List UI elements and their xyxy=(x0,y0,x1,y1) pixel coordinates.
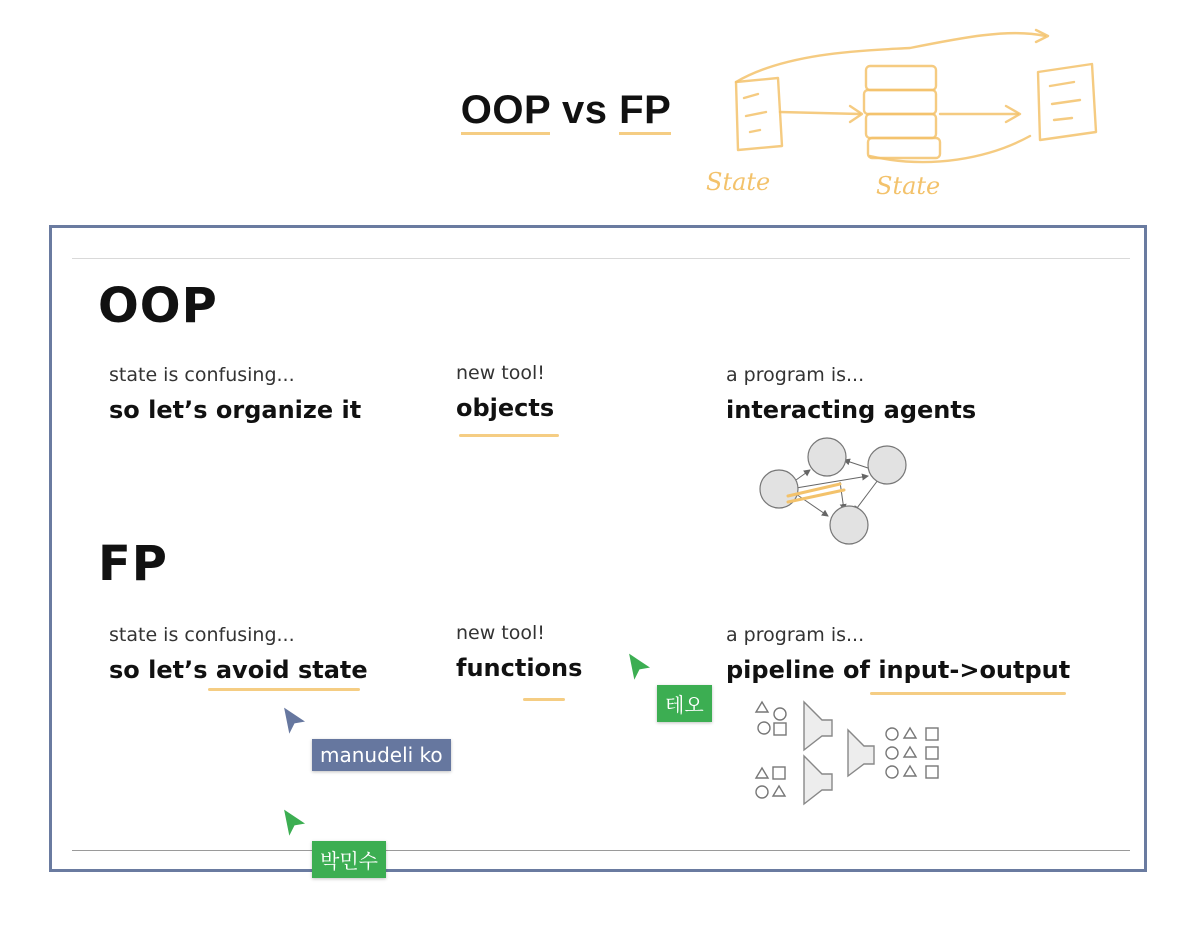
oop-col2-small: new tool! xyxy=(456,362,545,384)
agents-graph xyxy=(748,432,918,552)
fp-heading: FP xyxy=(98,536,168,592)
pipeline-diagram xyxy=(752,698,952,808)
fp-col2-big: functions xyxy=(456,654,583,682)
title-vs: vs xyxy=(562,88,608,132)
oop-col2-big: objects xyxy=(456,394,555,422)
objects-highlight xyxy=(459,434,559,437)
circle-icon xyxy=(886,766,898,778)
cursor-pointer-icon xyxy=(626,650,654,684)
fp-col1-big: so let’s avoid state xyxy=(109,656,368,684)
triangle-icon xyxy=(756,768,768,778)
avoid-state-highlight xyxy=(208,688,360,691)
triangle-icon xyxy=(904,766,916,776)
slide-top-rule xyxy=(72,258,1130,259)
funnel-icon xyxy=(804,756,832,804)
oop-col1-big: so let’s organize it xyxy=(109,396,362,424)
square-icon xyxy=(926,747,938,759)
cursor-pointer-icon xyxy=(281,806,309,840)
cursor-name-tag: 박민수 xyxy=(312,841,386,878)
agent-node xyxy=(808,438,846,476)
oop-col3-big: interacting agents xyxy=(726,396,977,424)
square-icon xyxy=(774,723,786,735)
square-icon xyxy=(773,767,785,779)
circle-icon xyxy=(886,728,898,740)
slide-panel xyxy=(49,225,1147,872)
input-output-highlight xyxy=(870,692,1066,695)
triangle-icon xyxy=(756,702,768,712)
circle-icon xyxy=(756,786,768,798)
fp-col1-small: state is confusing... xyxy=(109,624,295,646)
cursor-name-tag: 테오 xyxy=(657,685,712,722)
funnel-icon xyxy=(848,730,874,776)
oop-col1-small: state is confusing... xyxy=(109,364,295,386)
sketch-label-left: State xyxy=(706,168,771,196)
fp-col3-small: a program is... xyxy=(726,624,865,646)
circle-icon xyxy=(758,722,770,734)
cursor-pointer-icon xyxy=(281,704,309,738)
square-icon xyxy=(926,766,938,778)
cursor-name-tag: manudeli ko xyxy=(312,739,451,771)
handwritten-sketch xyxy=(700,20,1120,220)
sketch-label-right: State xyxy=(876,172,941,200)
agent-node xyxy=(830,506,868,544)
square-icon xyxy=(926,728,938,740)
circle-icon xyxy=(886,747,898,759)
fp-col2-small: new tool! xyxy=(456,622,545,644)
functions-highlight xyxy=(523,698,565,701)
triangle-icon xyxy=(904,747,916,757)
title-fp: FP xyxy=(619,88,671,135)
funnel-icon xyxy=(804,702,832,750)
agent-node xyxy=(868,446,906,484)
title-oop: OOP xyxy=(461,88,551,135)
circle-icon xyxy=(774,708,786,720)
oop-col3-small: a program is... xyxy=(726,364,865,386)
triangle-icon xyxy=(904,728,916,738)
triangle-icon xyxy=(773,786,785,796)
slide-bottom-rule xyxy=(72,850,1130,851)
oop-heading: OOP xyxy=(98,278,218,334)
fp-col3-big: pipeline of input->output xyxy=(726,656,1071,684)
